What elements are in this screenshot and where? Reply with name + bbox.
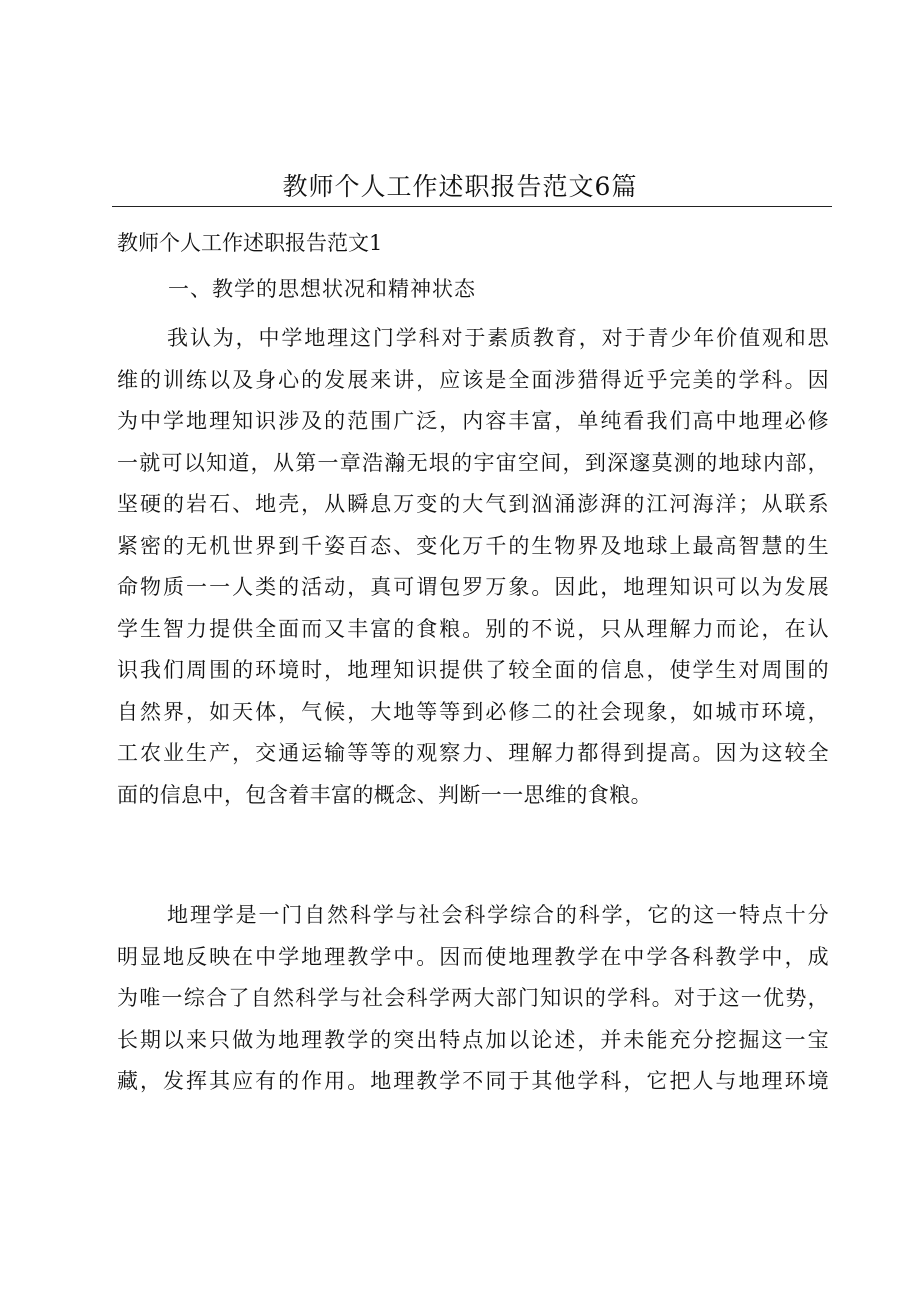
paragraph-line: 坚硬的岩石、地壳，从瞬息万变的大气到汹涌澎湃的江河海洋；从联系	[117, 492, 829, 516]
paragraph-line: 工农业生产，交通运输等等的观察力、理解力都得到提高。因为这较全	[117, 741, 829, 765]
paragraph-line: 我认为，中学地理这门学科对于素质教育，对于青少年价值观和思	[167, 326, 829, 350]
body-paragraph	[117, 318, 829, 816]
paragraph-line: 命物质一一人类的活动，真可谓包罗万象。因此，地理知识可以为发展	[117, 575, 829, 599]
paragraph-line: 面的信息中，包含着丰富的概念、判断一一思维的食粮。	[117, 782, 652, 807]
paragraph-line: 自然界，如天体，气候，大地等等到必修二的社会现象，如城市环境，	[117, 699, 829, 724]
paragraph-line: 紧密的无机世界到千姿百态、变化万千的生物界及地球上最高智慧的生	[117, 533, 829, 558]
article-subheading: 教师个人工作述职报告范文1	[117, 231, 383, 255]
paragraph-line: 长期以来只做为地理教学的突出特点加以论述，并未能充分挖掘这一宝	[117, 1027, 829, 1052]
paragraph-line: 地理学是一门自然科学与社会科学综合的科学，它的这一特点十分	[167, 903, 829, 927]
title-underline	[112, 206, 832, 207]
paragraph-line: 学生智力提供全面而又丰富的食粮。别的不说，只从理解力而论，在认	[117, 616, 829, 641]
document-title: 教师个人工作述职报告范文6篇	[282, 172, 638, 201]
paragraph-line: 为唯一综合了自然科学与社会科学两大部门知识的学科。对于这一优势，	[117, 986, 829, 1010]
paragraph-line: 识我们周围的环境时，地理知识提供了较全面的信息，使学生对周围的	[117, 658, 829, 682]
paragraph-line: 维的训练以及身心的发展来讲，应该是全面涉猎得近乎完美的学科。因	[117, 367, 829, 392]
paragraph-line: 藏，发挥其应有的作用。地理教学不同于其他学科，它把人与地理环境	[117, 1069, 829, 1093]
paragraph-line: 明显地反映在中学地理教学中。因而使地理教学在中学各科教学中，成	[117, 944, 829, 969]
body-paragraph	[117, 895, 829, 1103]
paragraph-line: 为中学地理知识涉及的范围广泛，内容丰富，单纯看我们高中地理必修	[117, 409, 829, 433]
section-heading: 一、教学的思想状况和精神状态	[168, 277, 476, 301]
paragraph-line: 一就可以知道，从第一章浩瀚无垠的宇宙空间，到深邃莫测的地球内部，	[117, 450, 829, 475]
